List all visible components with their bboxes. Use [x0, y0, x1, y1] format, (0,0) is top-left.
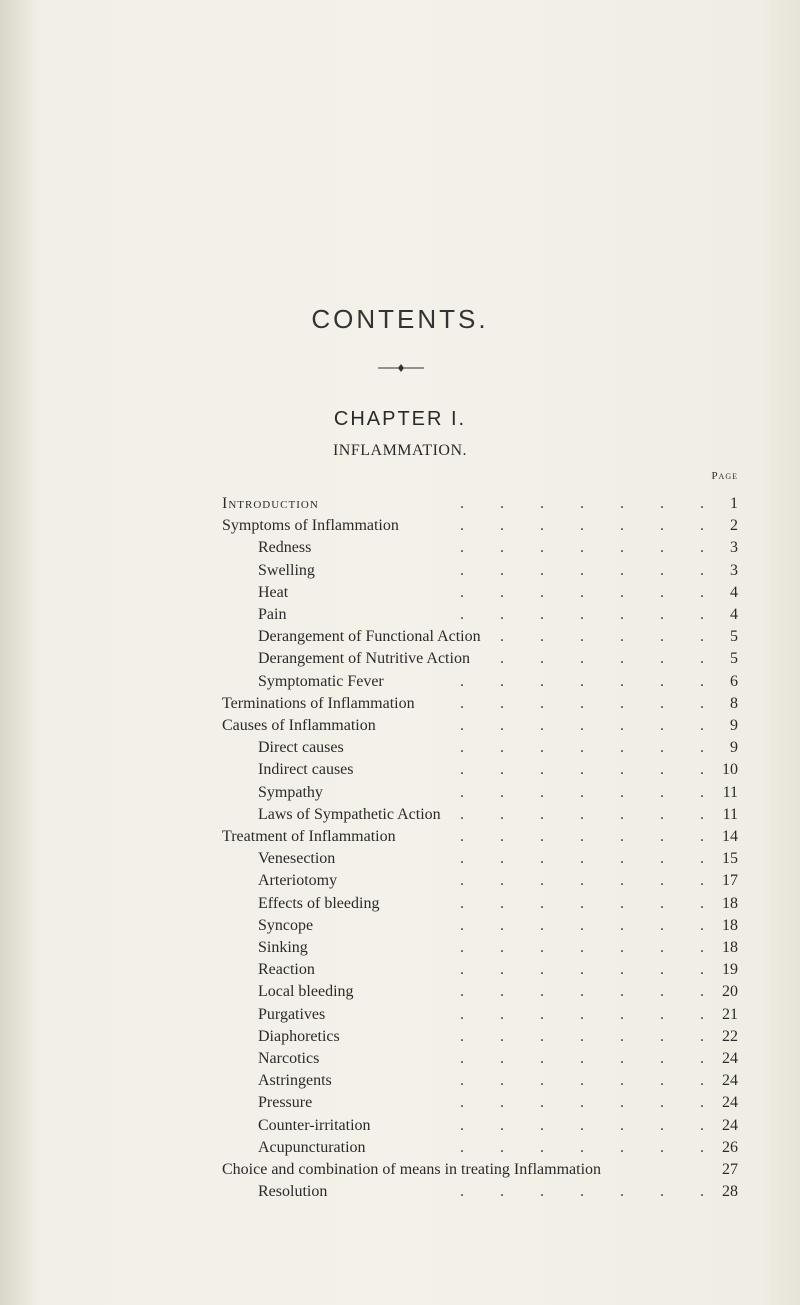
toc-entry-label: Pain — [258, 606, 287, 623]
toc-entry-label: Reaction — [258, 961, 315, 979]
toc-entry — [0, 1048, 800, 1070]
toc-entry-page-number: 24 — [722, 1072, 738, 1090]
leader-dots: . . . . . . . — [460, 850, 704, 868]
toc-entry-label: Choice and combination of means in treating Inflammation — [222, 1161, 602, 1178]
toc-entry-label: Astringents — [258, 1072, 332, 1090]
leader-dots: . . . . . . . — [460, 1094, 704, 1112]
toc-entry — [0, 804, 800, 826]
toc-entry-page-number: 3 — [730, 561, 738, 579]
toc-entry-label: Direct causes — [258, 739, 344, 757]
toc-entry — [0, 560, 800, 582]
toc-entry-page-number: 22 — [722, 1027, 738, 1045]
toc-entry — [0, 1004, 800, 1026]
leader-dots: . . . . . . . — [460, 672, 704, 690]
toc-entry — [0, 782, 800, 804]
leader-dots: . . . . . . . — [460, 1005, 704, 1023]
toc-entry-label: Sinking — [258, 939, 308, 956]
toc-entry — [0, 715, 800, 737]
toc-entry-page-number: 26 — [722, 1138, 738, 1156]
toc-entry — [0, 1092, 800, 1114]
leader-dots: . . . . . . . — [460, 583, 704, 601]
toc-entry-page-number: 10 — [722, 761, 738, 779]
toc-entry-page-number: 18 — [722, 939, 738, 956]
leader-dots: . . . . . . . — [460, 606, 704, 623]
toc-entry-label: Causes of Inflammation — [222, 717, 376, 734]
toc-entry-page-number: 5 — [730, 628, 738, 646]
leader-dots: . . . . . . . — [460, 1116, 704, 1134]
toc-entry — [0, 648, 800, 670]
page-title: CONTENTS. — [311, 304, 489, 334]
leader-dots: . . . . . . . — [460, 783, 704, 801]
toc-entry-label: Swelling — [258, 561, 315, 579]
toc-entry-page-number: 9 — [730, 739, 738, 757]
toc-entry-label: Counter-irritation — [258, 1116, 371, 1134]
page-column-heading: Page — [711, 470, 738, 482]
toc-entry-page-number: 11 — [722, 783, 738, 801]
toc-entry-label: Purgatives — [258, 1005, 326, 1023]
chapter-subject: INFLAMMATION. — [332, 442, 468, 459]
toc-entry-page-number: 6 — [730, 672, 738, 690]
leader-dots: . . . . . . . — [460, 939, 704, 956]
toc-entry-page-number: 3 — [730, 539, 738, 557]
toc-entry-page-number: 24 — [722, 1094, 738, 1112]
toc-entry-page-number: 24 — [722, 1050, 738, 1067]
ornamental-rule — [378, 363, 424, 373]
leader-dots: . . . . . . . — [460, 1072, 704, 1090]
toc-entry — [0, 959, 800, 981]
toc-entry-label: Symptoms of Inflammation — [222, 517, 399, 535]
toc-entry — [0, 582, 800, 604]
toc-entry — [0, 1137, 800, 1159]
toc-entry-label: Indirect causes — [258, 761, 354, 779]
toc-entry-page-number: 21 — [722, 1005, 738, 1023]
toc-entry-page-number: 11 — [722, 805, 738, 823]
toc-entry-label: Syncope — [258, 916, 314, 934]
toc-entry — [0, 893, 800, 915]
toc-entry-page-number: 5 — [730, 650, 738, 668]
leader-dots: . . . . . . . — [460, 1183, 704, 1201]
toc-entry-page-number: 19 — [722, 961, 738, 979]
leader-dots: . . . . . . . — [460, 805, 704, 823]
toc-entry-page-number: 17 — [722, 872, 738, 890]
toc-entry — [0, 981, 800, 1003]
toc-entry — [0, 915, 800, 937]
toc-entry-page-number: 9 — [730, 717, 738, 734]
toc-entry — [0, 515, 800, 537]
toc-entry-label: Heat — [258, 583, 289, 601]
toc-entry — [0, 759, 800, 781]
leader-dots: . . . . . . — [500, 650, 704, 668]
toc-entry-label: Arteriotomy — [258, 872, 338, 890]
leader-dots: . . . . . . . — [460, 1050, 704, 1067]
toc-entry-page-number: 1 — [730, 495, 738, 512]
toc-entry-label: Derangement of Functional Action — [258, 628, 481, 646]
toc-entry — [0, 1115, 800, 1137]
toc-entry-label: Acupuncturation — [258, 1138, 366, 1156]
toc-entry-label: Effects of bleeding — [258, 894, 380, 912]
toc-entry — [0, 493, 800, 515]
toc-entry — [0, 1070, 800, 1092]
leader-dots: . . . . . . . — [460, 561, 704, 579]
leader-dots: . . . . . . . — [460, 872, 704, 890]
toc-entry-page-number: 28 — [722, 1183, 738, 1201]
toc-entry-label: Derangement of Nutritive Action — [258, 650, 470, 668]
toc-entry-page-number: 14 — [722, 828, 738, 845]
toc-entry-page-number: 4 — [730, 583, 738, 601]
leader-dots: . . . . . . . — [460, 694, 704, 712]
toc-entry — [0, 737, 800, 759]
toc-entry-label: Sympathy — [258, 783, 323, 801]
toc-entry-label: Redness — [258, 539, 312, 557]
leader-dots: . . . . . . . — [460, 539, 704, 557]
toc-entry-page-number: 2 — [730, 517, 738, 535]
toc-entry — [0, 626, 800, 648]
leader-dots: . . . . . . — [500, 628, 704, 646]
leader-dots: . . . . . . . — [460, 916, 704, 934]
toc-entry-page-number: 4 — [730, 606, 738, 623]
toc-entry — [0, 870, 800, 892]
toc-entry-label: Resolution — [258, 1183, 328, 1201]
toc-entry-page-number: 20 — [722, 983, 738, 1001]
toc-entry-page-number: 8 — [730, 694, 738, 712]
toc-entry — [0, 1159, 800, 1181]
toc-entry-label: Pressure — [258, 1094, 313, 1112]
toc-entry-label: Introduction — [222, 495, 319, 512]
toc-entry — [0, 1181, 800, 1203]
toc-entry — [0, 671, 800, 693]
toc-entry-page-number: 18 — [722, 916, 738, 934]
leader-dots: . . . . . . . — [460, 983, 704, 1001]
toc-entry-page-number: 27 — [722, 1161, 738, 1178]
leader-dots: . . . . . . . — [460, 495, 704, 512]
toc-entry — [0, 826, 800, 848]
leader-dots: . . . . . . . — [460, 717, 704, 734]
leader-dots: . . . . . . . — [460, 961, 704, 979]
toc-entry-page-number: 24 — [722, 1116, 738, 1134]
leader-dots: . . . . . . . — [460, 828, 704, 845]
toc-entry-label: Treatment of Inflammation — [222, 828, 396, 845]
toc-entry — [0, 848, 800, 870]
toc-entry — [0, 693, 800, 715]
leader-dots: . . . . . . . — [460, 894, 704, 912]
toc-entry-label: Laws of Sympathetic Action — [258, 805, 441, 823]
leader-dots: . . . . . . . — [460, 761, 704, 779]
toc-entry-label: Terminations of Inflammation — [222, 694, 415, 712]
leader-dots: . . . . . . . — [460, 1027, 704, 1045]
toc-entry — [0, 1026, 800, 1048]
chapter-heading: CHAPTER I. — [333, 408, 467, 430]
toc-entry — [0, 537, 800, 559]
leader-dots: . . . . . . . — [460, 517, 704, 535]
toc-entry-page-number: 18 — [722, 894, 738, 912]
toc-entry — [0, 604, 800, 626]
toc-entry-label: Narcotics — [258, 1050, 320, 1067]
toc-entry-label: Symptomatic Fever — [258, 672, 384, 690]
toc-entry-label: Venesection — [258, 850, 336, 868]
leader-dots: . . . . . . . — [460, 739, 704, 757]
toc-entry-label: Local bleeding — [258, 983, 354, 1001]
toc-entry-label: Diaphoretics — [258, 1027, 340, 1045]
toc-entry-page-number: 15 — [722, 850, 738, 868]
toc-entry — [0, 937, 800, 959]
leader-dots: . . . . . . . — [460, 1138, 704, 1156]
